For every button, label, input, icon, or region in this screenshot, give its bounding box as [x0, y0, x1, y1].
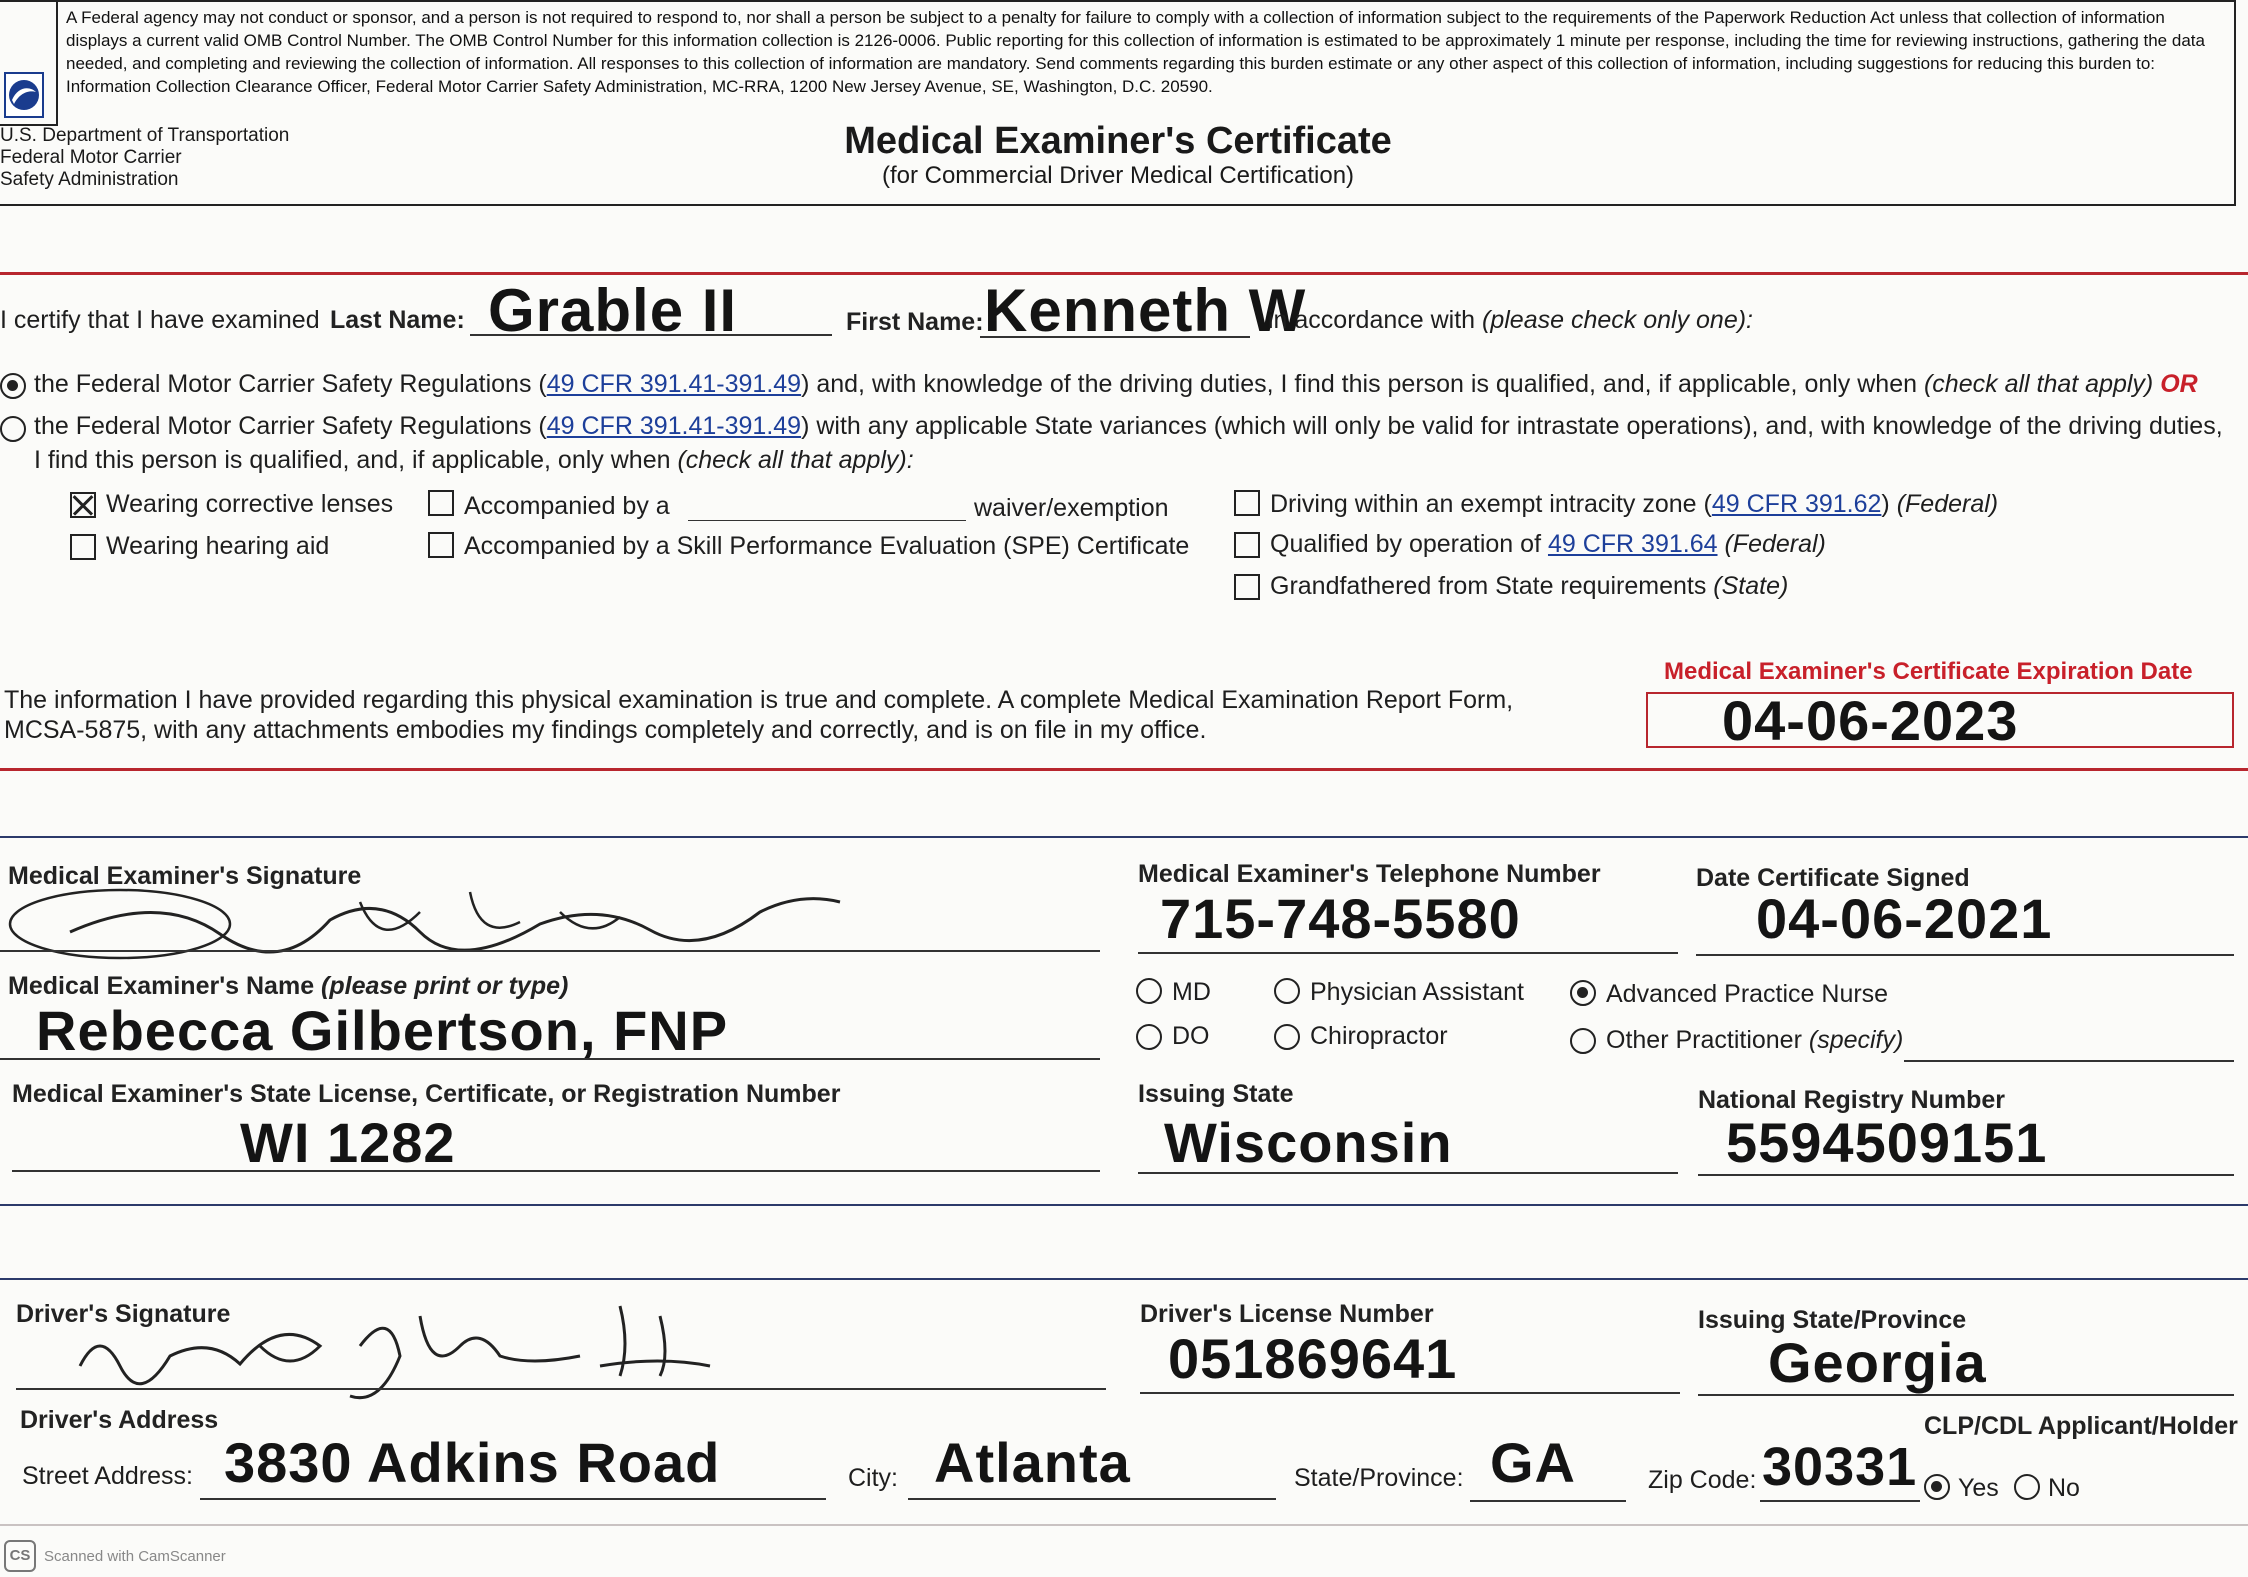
camscanner-text: Scanned with CamScanner: [44, 1548, 226, 1565]
option2-italic: (check all that apply):: [677, 446, 914, 474]
spe-label: Accompanied by a Skill Performance Evaluation (SPE) Certificate: [464, 532, 1190, 560]
option-federal-text: [34, 370, 2198, 399]
date-signed-label: Date Certificate Signed: [1696, 864, 1970, 892]
examiner-name-label-text: Medical Examiner's Name: [8, 972, 315, 1000]
driver-address-label: Driver's Address: [20, 1406, 219, 1434]
option-state-variance-radio[interactable]: [0, 416, 26, 442]
grandfathered-text: Grandfathered from State requirements: [1270, 572, 1707, 600]
page-title: Medical Examiner's Certificate: [844, 120, 1392, 162]
city-label: City:: [848, 1464, 898, 1492]
certify-tail: [1268, 306, 1753, 335]
clp-yes-radio[interactable]: [1924, 1474, 1950, 1500]
type-md-radio[interactable]: [1136, 978, 1162, 1004]
lenses-checkbox[interactable]: [70, 492, 96, 518]
type-md-label: MD: [1172, 978, 1211, 1006]
examiner-section-rule-bottom: [0, 1204, 2248, 1206]
date-signed-line: [1696, 954, 2234, 956]
option2-pre: the Federal Motor Carrier Safety Regulations (: [34, 412, 547, 440]
street-line: [200, 1498, 826, 1500]
first-name-value: Kenneth W: [984, 277, 1307, 344]
option1-link[interactable]: 49 CFR 391.41-391.49: [546, 370, 802, 398]
red-rule-top: [0, 272, 2248, 275]
hearing-aid-checkbox[interactable]: [70, 534, 96, 560]
lenses-label: Wearing corrective lenses: [106, 490, 394, 518]
city-line: [908, 1498, 1276, 1500]
last-name-value: Grable II: [488, 277, 738, 344]
page-subtitle: (for Commercial Driver Medical Certification): [881, 162, 1355, 189]
type-other-label: [1606, 1026, 1903, 1055]
street-value: 3830 Adkins Road: [224, 1431, 721, 1494]
expiration-value: 04-06-2023: [1722, 689, 2019, 752]
type-other-text: Other Practitioner: [1606, 1026, 1802, 1054]
type-pa-label: Physician Assistant: [1310, 978, 1524, 1006]
examiner-name-label: [8, 972, 568, 1001]
agency-line-2: Federal Motor Carrier: [0, 147, 182, 168]
option1-italic: (check all that apply): [1923, 370, 2154, 398]
option1-post: ) and, with knowledge of the driving duties, I find this person is qualified, and, if applicable, only when: [801, 370, 1918, 398]
intracity-post: ): [1881, 490, 1890, 518]
examiner-name-value: Rebecca Gilbertson, FNP: [36, 999, 729, 1062]
issuing-state-line: [1138, 1172, 1678, 1174]
red-rule-mid: [0, 768, 2248, 771]
grandfathered-italic: (State): [1713, 572, 1789, 600]
waiver-label-a: Accompanied by a: [464, 492, 670, 520]
clp-label: CLP/CDL Applicant/Holder: [1924, 1412, 2238, 1440]
grandfathered-label: [1270, 572, 1788, 601]
street-label: Street Address:: [22, 1462, 193, 1490]
option-federal-radio[interactable]: [0, 373, 26, 399]
clp-yes-label: Yes: [1958, 1474, 1999, 1502]
agency-line-3: Safety Administration: [0, 169, 179, 190]
zip-label: Zip Code:: [1648, 1466, 1757, 1494]
type-apn-label: Advanced Practice Nurse: [1606, 980, 1889, 1008]
examiner-section-rule: [0, 836, 2248, 838]
qualified-pre: Qualified by operation of: [1270, 530, 1542, 558]
examiner-signature-line: [0, 950, 1100, 952]
driver-state-label: Issuing State/Province: [1698, 1306, 1967, 1334]
attestation-line-1: The information I have provided regarding this physical examination is true and complete. A complete Medical Examination Report Form,: [4, 686, 1514, 714]
state-province-label: State/Province:: [1294, 1464, 1464, 1492]
clp-no-radio[interactable]: [2014, 1474, 2040, 1500]
intracity-italic: (Federal): [1896, 490, 1999, 518]
last-name-label: Last Name:: [330, 306, 465, 334]
option-state-text-line2: [34, 446, 914, 475]
city-value: Atlanta: [934, 1431, 1131, 1494]
attestation-line-2: MCSA-5875, with any attachments embodies my findings completely and correctly, and is on file in my office.: [4, 716, 1207, 744]
examiner-name-line: [0, 1058, 1100, 1060]
option-state-text: [34, 412, 2223, 441]
agency-line-1: U.S. Department of Transportation: [0, 125, 290, 146]
qualified-italic: (Federal): [1724, 530, 1826, 558]
type-apn-radio[interactable]: [1570, 980, 1596, 1006]
certify-tail-italic: (please check only one):: [1482, 306, 1753, 334]
type-pa-radio[interactable]: [1274, 978, 1300, 1004]
license-label: Medical Examiner's State License, Certificate, or Registration Number: [12, 1080, 841, 1108]
date-signed-value: 04-06-2021: [1756, 887, 2053, 950]
zip-line: [1760, 1500, 1920, 1502]
hearing-aid-label: Wearing hearing aid: [106, 532, 330, 560]
waiver-checkbox[interactable]: [428, 490, 454, 516]
last-name-line: [470, 334, 832, 336]
type-do-label: DO: [1172, 1022, 1210, 1050]
intracity-label: [1270, 490, 1998, 519]
examiner-name-label-italic: (please print or type): [321, 972, 569, 1000]
option1-pre: the Federal Motor Carrier Safety Regulations (: [34, 370, 547, 398]
option2-post: ) with any applicable State variances (which will only be valid for intrastate operations), and, with knowledge of the driving duties,: [801, 412, 2223, 440]
intracity-pre: Driving within an exempt intracity zone (: [1270, 490, 1712, 518]
type-chiro-label: Chiropractor: [1310, 1022, 1448, 1050]
first-name-line: [980, 336, 1250, 338]
registry-line: [1698, 1174, 2234, 1176]
qualified-checkbox[interactable]: [1234, 532, 1260, 558]
qualified-label: [1270, 530, 1826, 559]
expiration-label: Medical Examiner's Certificate Expiration Date: [1664, 658, 2193, 685]
state-province-line: [1470, 1500, 1626, 1502]
type-other-radio[interactable]: [1570, 1028, 1596, 1054]
option1-or: OR: [2160, 370, 2198, 398]
driver-license-line: [1140, 1392, 1680, 1394]
driver-state-line: [1698, 1394, 2234, 1396]
phone-label: Medical Examiner's Telephone Number: [1138, 860, 1601, 888]
phone-line: [1138, 952, 1678, 954]
type-chiro-radio[interactable]: [1274, 1024, 1300, 1050]
driver-state-value: Georgia: [1768, 1331, 1987, 1394]
driver-signature-image: [60, 1286, 720, 1416]
certify-intro: I certify that I have examined: [0, 306, 320, 334]
driver-section-rule: [0, 1278, 2248, 1280]
dot-logo-icon: [4, 72, 44, 118]
qualified-link[interactable]: 49 CFR 391.64: [1547, 530, 1718, 558]
form-bottom-rule: [0, 1524, 2248, 1526]
examiner-signature-image: [0, 872, 860, 968]
issuing-state-value: Wisconsin: [1164, 1111, 1453, 1174]
license-value: WI 1282: [240, 1111, 456, 1174]
intracity-checkbox[interactable]: [1234, 490, 1260, 516]
waiver-label-b: waiver/exemption: [974, 494, 1169, 522]
paperwork-notice: A Federal agency may not conduct or sponsor, and a person is not required to respond to, nor shall a person be subject to a penalty for failure to comply with a collection of information subject to the requirements of the Paperwork Reduction Act unless that collection of information displays a current valid OMB Control Number. The OMB Control Number for this information collection is 2126-0006. Public reporting for this collection of information is estimated to be approximately 1 minute per response, including the time for reviewing instructions, gathering the data needed, and completing and reviewing the collection of information. All responses to this collection of information are mandatory. Send comments regarding this burden estimate or any other aspect of this collection of information, including suggestions for reducing this burden to: Information Collection Clearance Officer, Federal Motor Carrier Safety Administration, MC-RRA, 1200 New Jersey Avenue, SE, Washington, D.C. 20590.: [66, 8, 2205, 96]
issuing-state-label: Issuing State: [1138, 1080, 1294, 1108]
examiner-signature-label: Medical Examiner's Signature: [8, 862, 362, 890]
clp-no-label: No: [2048, 1474, 2080, 1502]
type-do-radio[interactable]: [1136, 1024, 1162, 1050]
certify-tail-text: in accordance with: [1268, 306, 1476, 334]
zip-value: 30331: [1762, 1437, 1918, 1497]
intracity-link[interactable]: 49 CFR 391.62: [1711, 490, 1882, 518]
type-other-line[interactable]: [1904, 1060, 2234, 1062]
option2-line2: I find this person is qualified, and, if applicable, only when: [34, 446, 671, 474]
license-line: [12, 1170, 1100, 1172]
driver-license-value: 051869641: [1168, 1327, 1458, 1390]
spe-checkbox[interactable]: [428, 532, 454, 558]
state-province-value: GA: [1490, 1431, 1576, 1494]
type-other-italic: (specify): [1808, 1026, 1904, 1054]
phone-value: 715-748-5580: [1160, 887, 1521, 950]
first-name-label: First Name:: [846, 308, 984, 336]
option2-link[interactable]: 49 CFR 391.41-391.49: [546, 412, 802, 440]
waiver-blank-line[interactable]: [688, 520, 966, 521]
camscanner-logo: CS: [4, 1540, 36, 1572]
registry-label: National Registry Number: [1698, 1086, 2006, 1114]
grandfathered-checkbox[interactable]: [1234, 574, 1260, 600]
driver-signature-label: Driver's Signature: [16, 1300, 231, 1328]
driver-signature-line: [16, 1388, 1106, 1390]
driver-license-label: Driver's License Number: [1140, 1300, 1434, 1328]
registry-value: 5594509151: [1726, 1111, 2048, 1174]
